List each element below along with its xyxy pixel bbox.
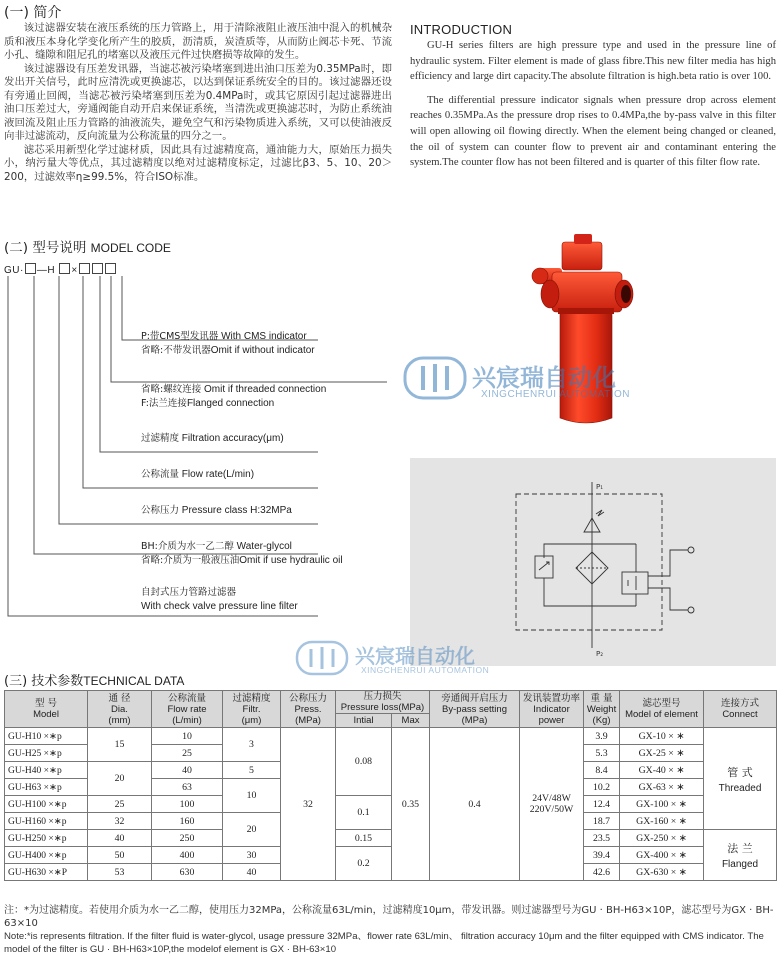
header-loss-max: Max xyxy=(392,714,430,728)
label-indicator: P:带CMS型发讯器 With CMS indicator 省略:不带发讯器Omit if without indicator xyxy=(141,331,315,356)
connect-threaded-cell: 管 式 Threaded xyxy=(704,728,777,830)
header-connect: 连接方式 Connect xyxy=(704,691,777,728)
table-row: GU-H63 ×∗p 63 10 10.2 GX-63 × ∗ xyxy=(5,779,777,796)
tech-data-title xyxy=(4,670,184,689)
code-prefix: GU· xyxy=(4,265,24,276)
line-filtration xyxy=(100,276,318,452)
model-code-title-en: MODEL CODE xyxy=(90,241,171,255)
table-row: GU-H25 ×∗p 25 5.3 GX-25 × ∗ xyxy=(5,745,777,762)
header-element: 滤芯型号 Model of element xyxy=(620,691,704,728)
watermark-logo-icon xyxy=(403,356,467,400)
header-flow: 公称流量 Flow rate (L/min) xyxy=(152,691,223,728)
header-weight: 重 量 Weight (Kg) xyxy=(584,691,620,728)
label-flow: 公称流量 Flow rate(L/min) xyxy=(141,469,255,480)
header-loss: 压力损失 Pressure loss(MPa) xyxy=(336,691,430,714)
watermark-text-cn: 兴宸瑞自动化 xyxy=(355,644,475,668)
label-medium: BH:介质为水一乙二醇 Water-glycol 省略:介质为一般液压油Omit if use hydraulic oil xyxy=(141,541,343,566)
intro-cn-title: (一) 简介 xyxy=(4,5,62,21)
line-connection xyxy=(111,276,387,382)
intro-cn-paragraph: 滤芯采用新型化学过滤材质，因此具有过滤精度高，通油能力大，原始压力损失小，纳污量大等优点，其过滤精度以绝对过滤精度标定，过滤比β3、5、10、20＞200，过滤效率η≥99.5%，符合ISO标准。 xyxy=(4,143,392,183)
header-indicator: 发讯装置功率 Indicator power xyxy=(520,691,584,728)
header-dia: 通 径 Dia. (mm) xyxy=(88,691,152,728)
header-filtr: 过滤精度 Filtr. (μm) xyxy=(223,691,281,728)
note-en: Note:*is represents filtration. If the filter fluid is water-glycol, usage pressure 32MPa、flower rate 63L/min、 filtration accuracy 10μm and the filter equipped with CMS indicator. The model of the filter is GU · BH-H63×10P,the modelof element is GX · BH-63×10 xyxy=(4,931,764,955)
intro-en-title: INTRODUCTION xyxy=(410,22,513,37)
tech-data-title-en: TECHNICAL DATA xyxy=(83,674,185,688)
header-model: 型 号 Model xyxy=(5,691,88,728)
model-code-title xyxy=(4,236,171,256)
header-loss-initial: Intial xyxy=(336,714,392,728)
header-bypass: 旁通阀开启压力 By-pass setting (MPa) xyxy=(430,691,520,728)
table-row: GU-H400 ×∗p 50 400 30 0.2 39.4 GX-400 × ∗ xyxy=(5,847,777,864)
line-indicator xyxy=(122,276,138,340)
intro-cn-paragraph: 该过滤器设有压差发讯器，当滤芯被污染堵塞到进出油口压差为0.35MPa时，即发出开关信号，此时应清洗或更换滤芯，以达到保证系统安全的目的。该过滤器还设有旁通止回阀，当滤芯被污染堵塞到压差为0.4MPa时，或其它原因引起过滤器进出油口压差过大，旁通阀能自动开启来保证系统，当清洗或更换滤芯时，为防止系统油液回流及阻止压力管路的油液流失，避免空气和污染物质进入系统，又可以使油液反向非过滤流动，反向流量为公称流量的四分之一。 xyxy=(4,62,392,142)
intro-en-body xyxy=(410,38,776,179)
intro-en-paragraph: GU-H series filters are high pressure type and used in the pressure line of hydraulic system. Filter element is made of glass fibre.This new filter media has high efficiency and large dirt capacity.The absolute filtration is high.beta ratio is over 100. xyxy=(410,40,776,83)
diagram-label-p1: P₁ xyxy=(596,483,604,491)
table-row: GU-H630 ×∗P 53 630 40 42.6 GX-630 × ∗ xyxy=(5,864,777,881)
table-row: GU-H10 ×∗p 15 10 3 32 0.08 0.35 0.4 24V/48W 220V/50W 3.9 GX-10 × ∗ 管 式 Threaded xyxy=(5,728,777,745)
model-code-lines xyxy=(0,270,400,630)
diagram-label-p2: P₂ xyxy=(596,650,604,658)
intro-cn-body xyxy=(4,22,392,184)
watermark-text-cn: 兴宸瑞自动化 xyxy=(472,364,616,392)
filter-product-image xyxy=(470,230,670,435)
label-connection: 省略:螺纹连接 Omit if threaded connection F:法兰连接Flanged connection xyxy=(141,384,327,409)
header-press: 公称压力 Press. (MPa) xyxy=(281,691,336,728)
hydraulic-schematic-diagram xyxy=(410,458,776,666)
label-filtration: 过滤精度 Filtration accuracy(μm) xyxy=(141,433,284,444)
intro-en-paragraph: The differential pressure indicator signals when pressure drop across element reaches 0.35MPa.As the pressure drop rises to 0.4MPa,the by-pass valve in this filter will open allowing oil flowing directly. When the element being changed or cleaned, the oil of system can counter flow to prevent air and contaminant entering the system.The counter flow has not been filtered and is quarter of this filter flow rate. xyxy=(410,94,776,169)
watermark-logo-icon xyxy=(295,640,349,676)
watermark-text-en: XINGCHENRUI AUTOMATION xyxy=(481,389,630,400)
code-mid: —H xyxy=(36,265,56,276)
label-pressure: 公称压力 Pressure class H:32MPa xyxy=(141,505,292,516)
watermark-text-en: XINGCHENRUI AUTOMATION xyxy=(361,665,490,675)
indicator-power-cell: 24V/48W 220V/50W xyxy=(520,728,584,881)
table-row: GU-H250 ×∗p 40 250 0.15 23.5 GX-250 × ∗ 法 兰 Flanged xyxy=(5,830,777,847)
table-row: GU-H160 ×∗p 32 160 20 18.7 GX-160 × ∗ xyxy=(5,813,777,830)
note-cn: 注：*为过滤精度。若使用介质为水一乙二醇，使用压力32MPa，公称流量63L/min，过滤精度10μm，带发讯器。则过滤器型号为GU · BH-H63×10P，滤芯型号为GX · BH-63×10 xyxy=(4,905,774,929)
tech-data-table xyxy=(4,690,777,881)
label-filter-type: 自封式压力管路过滤器 With check valve pressure line filter xyxy=(141,587,298,612)
intro-cn-paragraph: 该过滤器安装在液压系统的压力管路上，用于清除液阻止液压油中混入的机械杂质和液压本身化学变化所产生的胶质，沥清质，炭渣质等，从而防止阀芯卡死、节流小孔、缝隙和阻尼孔的堵塞以及液压元件过快磨损等故障的发生。 xyxy=(4,22,392,61)
tech-data-title-cn: (三) 技术参数 xyxy=(4,674,84,689)
connect-flanged-cell: 法 兰 Flanged xyxy=(704,830,777,881)
table-row: GU-H40 ×∗p 20 40 5 8.4 GX-40 × ∗ xyxy=(5,762,777,779)
table-row: GU-H100 ×∗p 25 100 0.1 12.4 GX-100 × ∗ xyxy=(5,796,777,813)
model-code-title-cn: (二) 型号说明 xyxy=(4,240,87,256)
code-x: × xyxy=(71,265,78,276)
